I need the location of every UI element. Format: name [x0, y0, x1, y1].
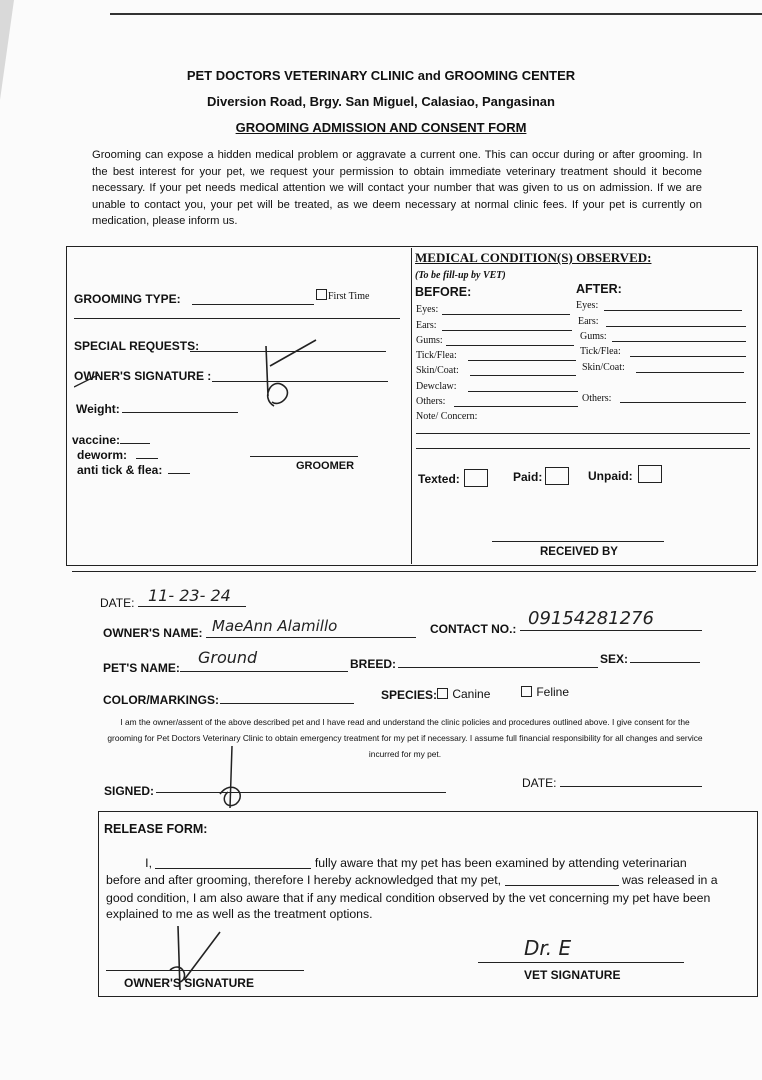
release-text-2a: before and after grooming, therefore I hereby acknowledged that my pet,	[106, 873, 502, 887]
after-skin-label: Skin/Coat:	[582, 362, 625, 373]
species-label: SPECIES:	[381, 688, 438, 702]
feline-option[interactable]	[521, 685, 569, 699]
after-ears-field[interactable]	[606, 326, 746, 327]
before-dewclaw-label: Dewclaw:	[416, 381, 457, 392]
weight-label: Weight:	[76, 402, 120, 416]
special-requests-label: SPECIAL REQUESTS:	[74, 339, 200, 353]
date-value: 11- 23- 24	[148, 586, 231, 605]
page-edge	[110, 13, 762, 15]
box-divider	[411, 248, 412, 564]
after-ears-label: Ears:	[578, 316, 599, 327]
before-skin-label: Skin/Coat:	[416, 365, 459, 376]
release-line-2	[106, 872, 754, 890]
release-name-field[interactable]	[155, 856, 311, 869]
grooming-type-label: GROOMING TYPE:	[74, 292, 181, 306]
after-gums-field[interactable]	[612, 341, 746, 342]
weight-field[interactable]	[122, 412, 238, 413]
anti-tick-field[interactable]	[168, 473, 190, 474]
signed-field[interactable]	[156, 792, 446, 793]
contact-label: CONTACT NO.:	[430, 622, 517, 636]
texted-checkbox[interactable]	[464, 469, 488, 487]
date-field[interactable]	[138, 606, 246, 607]
received-by-label: RECEIVED BY	[540, 546, 618, 558]
before-tick-field[interactable]	[468, 360, 576, 361]
vet-signature-value: Dr. E	[524, 936, 572, 960]
after-heading: AFTER:	[576, 282, 622, 296]
groomer-signature-field[interactable]	[250, 456, 358, 457]
before-gums-label: Gums:	[416, 335, 443, 346]
feline-checkbox[interactable]	[521, 686, 532, 697]
before-ears-label: Ears:	[416, 320, 437, 331]
after-others-field[interactable]	[620, 402, 746, 403]
color-label: COLOR/MARKINGS:	[103, 693, 219, 707]
canine-label: Canine	[452, 687, 491, 701]
grooming-type-field[interactable]	[192, 304, 314, 305]
owner-name-label: OWNER'S NAME:	[103, 626, 203, 640]
before-heading: BEFORE:	[415, 285, 472, 299]
canine-option[interactable]	[437, 687, 490, 701]
contact-value: 09154281276	[528, 608, 654, 629]
paid-checkbox[interactable]	[545, 467, 569, 485]
unpaid-label: Unpaid:	[588, 469, 633, 483]
release-text-2b: was released in a	[621, 873, 718, 887]
canine-checkbox[interactable]	[437, 688, 448, 699]
intro-paragraph: Grooming can expose a hidden medical problem or aggravate a current one. This can occur during or after grooming. In the best interest for your pet, we request your permission to obtain immediate veterinary treatment should it become necessary. If your pet needs medical attention we will contact your number that was given to us on admission. If we are unable to contact you, your pet will be treated, as we deem necessary at normal clinic fees. If your pet is currently on medication, please inform us.	[92, 149, 702, 228]
owner-signature-scribble	[250, 336, 330, 412]
consent-date-label: DATE:	[522, 776, 557, 790]
anti-tick-label: anti tick & flea:	[77, 463, 163, 477]
owner-name-value: MaeAnn Alamillo	[212, 617, 338, 635]
deworm-field[interactable]	[136, 458, 158, 459]
after-skin-field[interactable]	[636, 372, 744, 373]
contact-field[interactable]	[520, 630, 702, 631]
before-others-label: Others:	[416, 396, 446, 407]
pet-name-label: PET'S NAME:	[103, 661, 180, 675]
medical-subtitle: (To be fill-up by VET)	[415, 270, 506, 281]
before-tick-label: Tick/Flea:	[416, 350, 457, 361]
before-others-field[interactable]	[454, 406, 578, 407]
received-by-field[interactable]	[492, 541, 664, 542]
before-eyes-label: Eyes:	[416, 304, 439, 315]
release-title: RELEASE FORM:	[104, 822, 208, 836]
owner-name-field[interactable]	[206, 637, 416, 638]
consent-signature-scribble	[212, 742, 264, 812]
owners-signature-label: OWNER'S SIGNATURE :	[74, 369, 212, 383]
clinic-name: PET DOCTORS VETERINARY CLINIC and GROOMING CENTER	[186, 68, 576, 83]
breed-field[interactable]	[398, 667, 598, 668]
medical-title: MEDICAL CONDITION(S) OBSERVED:	[415, 250, 652, 265]
after-tick-field[interactable]	[630, 356, 746, 357]
feline-label: Feline	[536, 685, 570, 699]
form-title: GROOMING ADMISSION AND CONSENT FORM	[235, 120, 527, 135]
vet-signature-label: VET SIGNATURE	[524, 968, 621, 982]
before-dewclaw-field[interactable]	[468, 391, 578, 392]
release-pet-field[interactable]	[505, 873, 619, 886]
signed-label: SIGNED:	[104, 784, 155, 798]
unpaid-checkbox[interactable]	[638, 465, 662, 483]
breed-label: BREED:	[350, 657, 397, 671]
after-others-label: Others:	[582, 393, 612, 404]
paid-label: Paid:	[513, 470, 543, 484]
section-divider	[72, 571, 756, 572]
folded-corner	[0, 0, 14, 100]
before-gums-field[interactable]	[446, 345, 574, 346]
pet-name-field[interactable]	[180, 671, 348, 672]
note-line-1[interactable]	[416, 433, 750, 434]
first-time-label: First Time	[328, 291, 370, 302]
release-line-1	[106, 855, 754, 873]
color-field[interactable]	[220, 703, 354, 704]
consent-text: I am the owner/assent of the above described pet and I have read and understand the clinic policies and procedures outlined above. I give consent for the grooming for Pet Doctors Veterinary Clinic to obtain emergency treatment for my pet if necessary. I assume full financial responsibility for all changes and service incurred for my pet.	[107, 717, 703, 759]
after-eyes-field[interactable]	[604, 310, 742, 311]
after-eyes-label: Eyes:	[576, 300, 599, 311]
note-line-2[interactable]	[416, 448, 750, 449]
vet-sig-field[interactable]	[478, 962, 684, 963]
after-tick-label: Tick/Flea:	[580, 346, 621, 357]
date-label: DATE:	[100, 596, 135, 610]
deworm-label: deworm:	[77, 448, 128, 462]
owner-sig-strike	[74, 375, 100, 392]
grooming-type-line-2[interactable]	[74, 318, 400, 319]
groomer-label: GROOMER	[296, 460, 355, 472]
release-line-4: explained to me as well as the treatment options.	[106, 907, 373, 921]
sex-field[interactable]	[630, 662, 700, 663]
consent-date-field[interactable]	[560, 786, 702, 787]
after-gums-label: Gums:	[580, 331, 607, 342]
clinic-address: Diversion Road, Brgy. San Miguel, Calasiao, Pangasinan	[207, 94, 555, 109]
before-skin-field[interactable]	[470, 375, 576, 376]
vaccine-field[interactable]	[120, 443, 150, 444]
texted-label: Texted:	[418, 472, 460, 486]
sex-label: SEX:	[600, 652, 629, 666]
owner-signature-release-label: OWNER'S SIGNATURE	[124, 976, 254, 990]
release-i: I,	[145, 856, 152, 870]
before-eyes-field[interactable]	[442, 314, 570, 315]
vaccine-label: vaccine:	[72, 433, 121, 447]
first-time-option[interactable]	[316, 289, 369, 302]
pet-name-value: Ground	[198, 648, 258, 667]
first-time-checkbox[interactable]	[316, 289, 327, 300]
release-line-3: good condition, I am also aware that if any medical condition observed by the vet concerning my pet have been	[106, 891, 711, 905]
release-text-1: fully aware that my pet has been examined by attending veterinarian	[314, 856, 687, 870]
note-label: Note/ Concern:	[416, 411, 478, 422]
before-ears-field[interactable]	[442, 330, 572, 331]
